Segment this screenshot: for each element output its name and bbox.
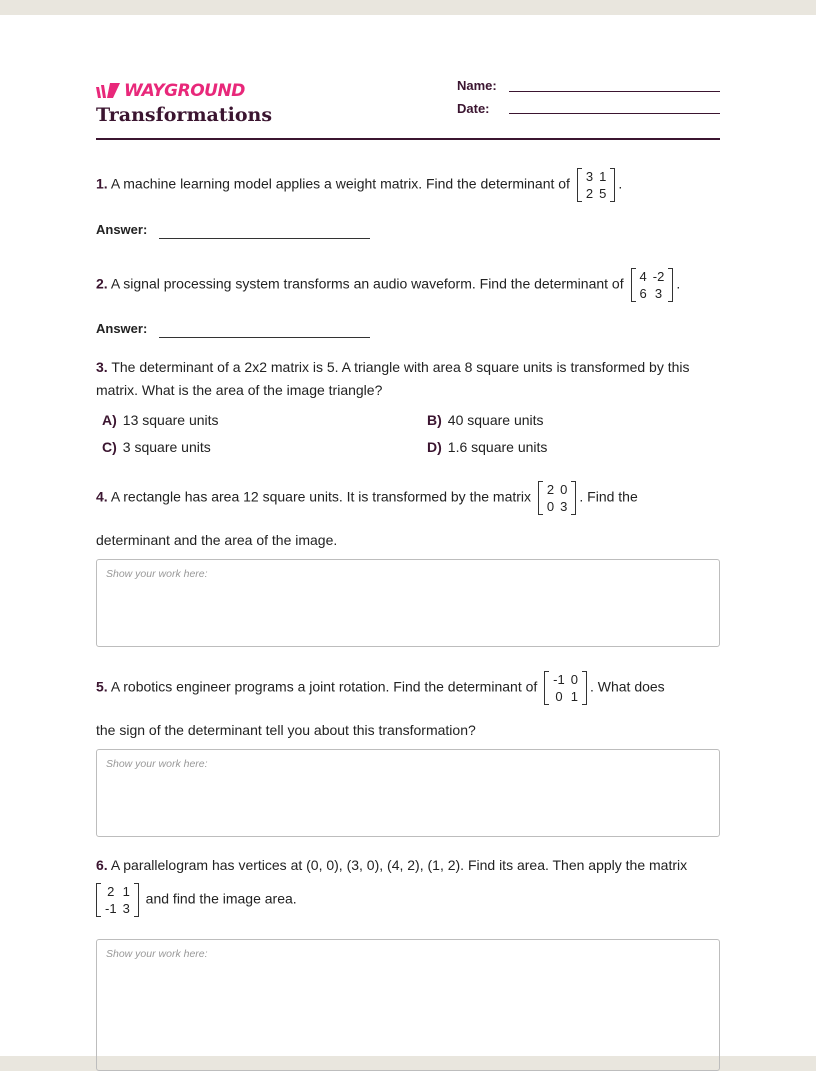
option-c[interactable]: C) 3 square units — [102, 439, 211, 455]
question-number: 6. — [96, 857, 108, 873]
question-4: 4. A rectangle has area 12 square units. It is transformed by the matrix 2 0 0 3 . Find the — [96, 482, 638, 514]
question-text: A machine learning model applies a weight matrix. Find the determinant of — [110, 175, 570, 192]
question-text: A robotics engineer programs a joint rotation. Find the determinant of — [110, 678, 538, 695]
date-label: Date: — [457, 101, 490, 116]
question-text: A parallelogram has vertices at (0, 0), (3, 0), (4, 2), (1, 2). Find its area. Then apply the matrix — [110, 857, 688, 873]
work-area-4[interactable]: Show your work here: — [96, 559, 720, 647]
question-number: 5. — [96, 678, 108, 695]
question-text: A signal processing system transforms an audio waveform. Find the determinant of — [110, 275, 624, 292]
question-5-line2: the sign of the determinant tell you about this transformation? — [96, 722, 476, 738]
wayground-logo-icon — [96, 83, 120, 99]
work-area-6[interactable]: Show your work here: — [96, 939, 720, 1071]
answer-label: Answer: — [96, 321, 148, 336]
matrix: 2 1 -1 3 — [96, 883, 139, 917]
work-area-5[interactable]: Show your work here: — [96, 749, 720, 837]
question-number: 1. — [96, 175, 108, 192]
option-a[interactable]: A) 13 square units — [102, 412, 219, 428]
question-4-line2: determinant and the area of the image. — [96, 532, 338, 548]
question-1: 1. A machine learning model applies a weight matrix. Find the determinant of 3 1 2 5 . — [96, 169, 623, 201]
matrix: -1 0 0 1 — [544, 671, 587, 705]
name-label: Name: — [457, 78, 497, 93]
name-field[interactable] — [509, 91, 720, 92]
option-d[interactable]: D) 1.6 square units — [427, 439, 548, 455]
option-b[interactable]: B) 40 square units — [427, 412, 544, 428]
question-6 — [96, 854, 687, 877]
brand-name: WAYGROUND — [124, 81, 245, 101]
question-2: 2. A signal processing system transforms an audio waveform. Find the determinant of 4 -2 6 3 . — [96, 269, 681, 301]
question-text: The determinant of a 2x2 matrix is 5. A triangle with area 8 square units is transformed by this matrix. What is the area of the image triangle? — [96, 359, 690, 398]
question-6-line2: 2 1 -1 3 and find the image area. — [96, 883, 297, 917]
question-number: 2. — [96, 275, 108, 292]
question-number: 3. — [96, 359, 108, 375]
question-text: A rectangle has area 12 square units. It is transformed by the matrix — [110, 488, 532, 505]
brand-logo — [96, 81, 245, 101]
matrix: 4 -2 6 3 — [631, 268, 674, 302]
question-5: 5. A robotics engineer programs a joint rotation. Find the determinant of -1 0 0 1 . What does — [96, 672, 665, 704]
worksheet-title: Transformations — [96, 104, 273, 126]
worksheet-page — [0, 15, 816, 1056]
header-divider — [96, 138, 720, 140]
date-field[interactable] — [509, 113, 720, 114]
matrix: 3 1 2 5 — [577, 168, 615, 202]
answer-label: Answer: — [96, 222, 148, 237]
matrix: 2 0 0 3 — [538, 481, 576, 515]
question-number: 4. — [96, 488, 108, 505]
question-3 — [96, 356, 720, 402]
answer-field-2[interactable] — [159, 337, 370, 338]
answer-field-1[interactable] — [159, 238, 370, 239]
